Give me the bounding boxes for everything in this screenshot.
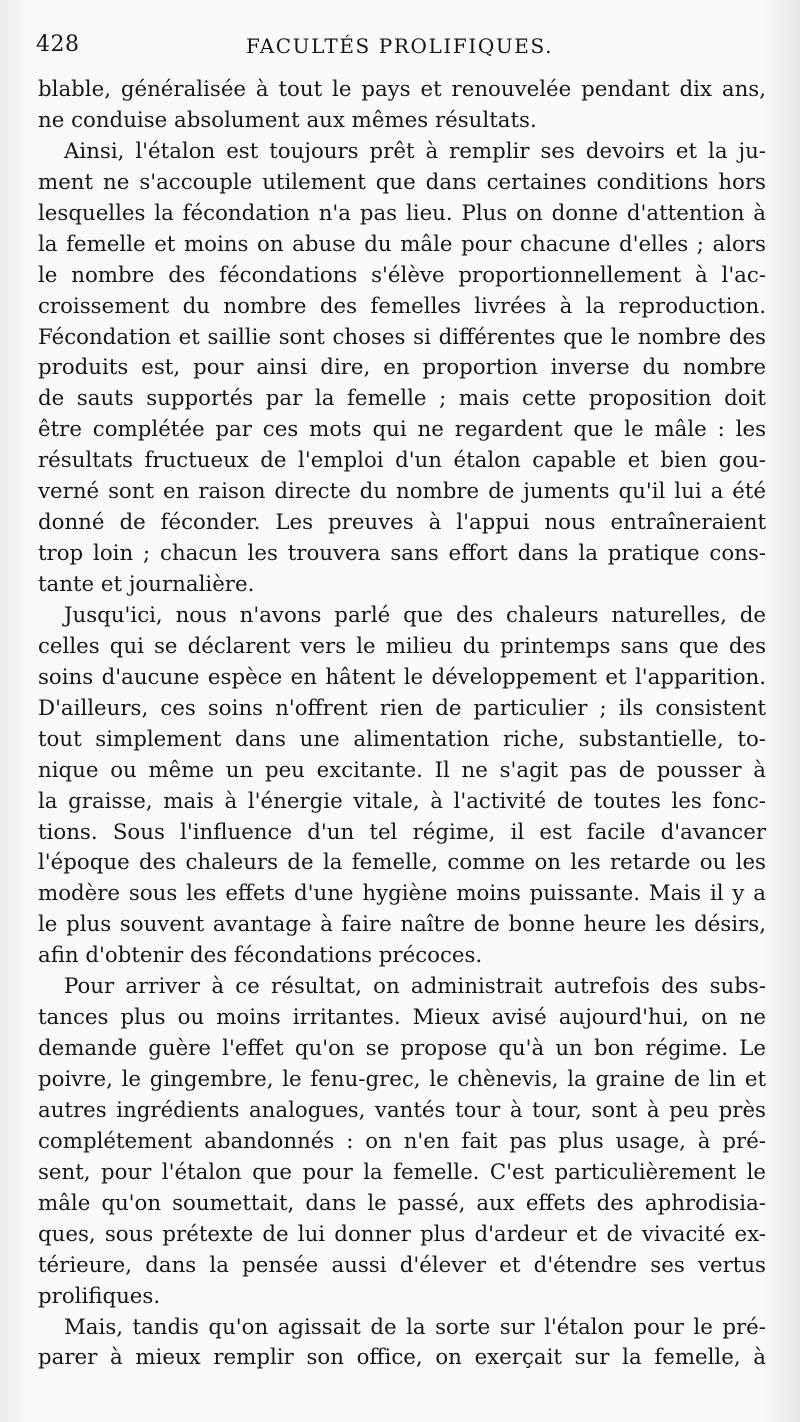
text-line: parer à mieux remplir son office, on exerçait sur la femelle, à [38, 1345, 766, 1371]
text-line: la graisse, mais à l'énergie vitale, à l'activité de toutes les fonc- [38, 788, 766, 814]
text-line: résultats fructueux de l'emploi d'un étalon capable et bien gou- [38, 448, 766, 474]
text-line: donné de féconder. Les preuves à l'appui nous entraîneraient [38, 510, 766, 536]
text-line: produits est, pour ainsi dire, en proportion inverse du nombre [38, 355, 766, 381]
text-line: le plus souvent avantage à faire naître de bonne heure les désirs, [38, 912, 766, 938]
text-line: Pour arriver à ce résultat, on administrait autrefois des subs- [64, 974, 766, 1000]
text-line: tions. Sous l'influence d'un tel régime, il est facile d'avancer [38, 819, 766, 845]
text-line: blable, généralisée à tout le pays et renouvelée pendant dix ans, [38, 77, 766, 102]
text-line: autres ingrédients analogues, vantés tour à tour, sont à peu près [38, 1097, 766, 1123]
text-line: l'époque des chaleurs de la femelle, comme on les retarde ou les [38, 850, 766, 876]
text-line: sent, pour l'étalon que pour la femelle. C'est particulièrement le [38, 1159, 766, 1185]
text-line: térieure, dans la pensée aussi d'élever et d'étendre ses vertus [38, 1252, 766, 1278]
text-line: mâle qu'on soumettait, dans le passé, aux effets des aphrodisia- [38, 1190, 766, 1216]
text-line: modère sous les effets d'une hygiène moins puissante. Mais il y a [38, 881, 766, 907]
text-line: soins d'aucune espèce en hâtent le développement et l'apparition. [38, 664, 766, 690]
text-line: ne conduise absolument aux mêmes résultats. [38, 107, 537, 133]
running-head: FACULTÉS PROLIFIQUES. [246, 34, 554, 58]
text-line: Jusqu'ici, nous n'avons parlé que des chaleurs naturelles, de [64, 602, 766, 628]
text-line: demande guère l'effet qu'on se propose qu'à un bon régime. Le [38, 1036, 766, 1062]
text-line: croissement du nombre des femelles livrées à la reproduction. [38, 293, 766, 319]
text-line: afin d'obtenir des fécondations précoces. [38, 943, 483, 969]
text-line: ques, sous prétexte de lui donner plus d'ardeur et de vivacité ex- [38, 1221, 766, 1247]
text-line: Mais, tandis qu'on agissait de la sorte sur l'étalon pour le pré- [64, 1314, 766, 1340]
text-line: Fécondation et saillie sont choses si différentes que le nombre des [38, 324, 766, 350]
page-number: 428 [36, 32, 80, 57]
text-line: poivre, le gingembre, le fenu-grec, le chènevis, la graine de lin et [38, 1067, 766, 1092]
text-line: ment ne s'accouple utilement que dans certaines conditions hors [38, 169, 766, 195]
page-header [36, 30, 766, 66]
text-line: trop loin ; chacun les trouvera sans effort dans la pratique cons- [38, 541, 766, 567]
text-line: de sauts supportés par la femelle ; mais cette proposition doit [38, 386, 766, 412]
text-line: le nombre des fécondations s'élève proportionnellement à l'ac- [38, 262, 766, 288]
text-line: tout simplement dans une alimentation riche, substantielle, to- [38, 726, 766, 752]
text-line: lesquelles la fécondation n'a pas lieu. Plus on donne d'attention à [38, 200, 766, 226]
text-line: Ainsi, l'étalon est toujours prêt à remplir ses devoirs et la ju- [64, 138, 766, 164]
text-line: être complétée par ces mots qui ne regardent que le mâle : les [38, 417, 766, 443]
body-text [38, 75, 766, 1374]
text-line: tances plus ou moins irritantes. Mieux avisé aujourd'hui, on ne [38, 1005, 766, 1031]
text-line: complétement abandonnés : on n'en fait pas plus usage, à pré- [38, 1128, 766, 1154]
text-line: prolifiques. [38, 1283, 161, 1309]
text-line: verné sont en raison directe du nombre de juments qu'il lui a été [38, 479, 766, 505]
text-line: la femelle et moins on abuse du mâle pour chacune d'elles ; alors [38, 231, 766, 257]
text-line: tante et journalière. [38, 572, 255, 597]
text-line: nique ou même un peu excitante. Il ne s'agit pas de pousser à [38, 757, 766, 783]
text-line: D'ailleurs, ces soins n'offrent rien de particulier ; ils consistent [38, 695, 766, 721]
text-line: celles qui se déclarent vers le milieu du printemps sans que des [38, 633, 766, 659]
